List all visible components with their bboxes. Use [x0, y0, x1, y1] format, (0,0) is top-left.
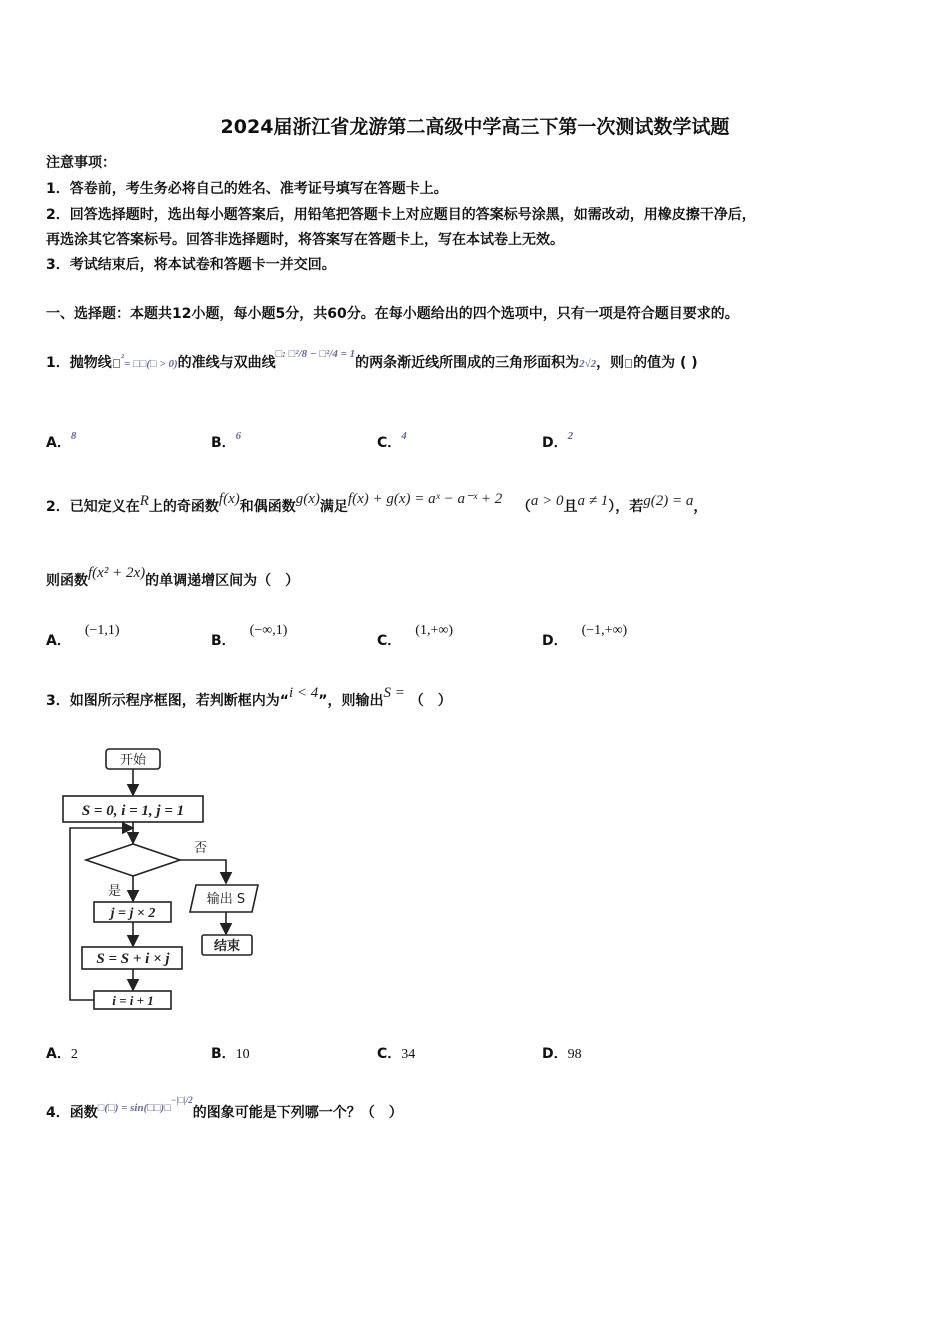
- flowchart-output-label: 输出 S: [206, 892, 246, 907]
- question-1: 1．抛物线 $^{^2}$= □□(□ > 0)的准线与双曲线$^{□: □^2/8 - □^2/4 = 1}$的两条渐近线所围成的三角形面积为2√2，则 的值为 ( ): [46, 348, 698, 371]
- flowchart-no-label: 否: [194, 841, 208, 856]
- q3-option-b[interactable]: B．10: [211, 1046, 250, 1062]
- q3-option-a[interactable]: A．2: [46, 1046, 78, 1062]
- q1-hyperbola-eq: □: □²/8 − □²/4 = 1: [275, 348, 356, 360]
- question-4: 4．函数$^{□(□) = sin(□□)□-|□|/2}$的图象可能是下列哪一个？（ ）: [46, 1095, 403, 1121]
- question-2: 2．已知定义在R上的奇函数f(x)和偶函数g(x)满足f(x) + g(x) = aˣ − a⁻ˣ + 2 （a > 0且a ≠ 1），若g(2) = a，: [46, 491, 708, 515]
- q2-equation: f(x) + g(x) = aˣ − a⁻ˣ + 2: [347, 491, 503, 507]
- flowchart-step2-label: S = S + i × j: [96, 951, 170, 967]
- q1-option-b[interactable]: B．$^6$: [211, 430, 242, 451]
- flowchart-decision: [86, 844, 180, 876]
- q1-text: ，则: [596, 355, 625, 371]
- q3-output-var: S =: [383, 685, 405, 701]
- notice-item: 3．考试结束后，将本试卷和答题卡一并交回。: [46, 257, 336, 273]
- placeholder-glyph-icon: [625, 359, 632, 368]
- question-2-line-2: 则函数f(x² + 2x)的单调递增区间为（ ）: [46, 565, 300, 589]
- q2-composite: f(x² + 2x): [88, 565, 146, 581]
- notice-item: 再选涂其它答案标号。回答非选择题时，将答案写在答题卡上，写在本试卷上无效。: [46, 232, 564, 248]
- q1-area: 2√2: [579, 358, 597, 370]
- q2-cond1: a > 0: [530, 493, 564, 509]
- flowchart-step1-label: j = j × 2: [110, 906, 156, 921]
- q1-text: 的准线与双曲线: [177, 355, 276, 371]
- q1-text: 的两条渐近线所围成的三角形面积为: [355, 355, 580, 371]
- question-3: 3．如图所示程序框图，若判断框内为“i < 4”，则输出S = （ ）: [46, 685, 452, 709]
- q2-cond2: a ≠ 1: [577, 493, 609, 509]
- q1-option-c[interactable]: C．$^4$: [377, 430, 407, 451]
- q1-option-a[interactable]: A．$^8$: [46, 430, 77, 451]
- flowchart-start-label: 开始: [119, 753, 147, 768]
- q2-fx: f(x): [218, 491, 240, 507]
- q2-option-c[interactable]: C．(1,+∞): [377, 623, 453, 649]
- flowchart-step3-label: i = i + 1: [112, 993, 154, 1008]
- q3-option-c[interactable]: C．34: [377, 1046, 416, 1062]
- flowchart-end-label: 结束: [213, 939, 241, 954]
- q1-parabola-eq: = □□(□ > 0): [124, 358, 178, 370]
- q2-gx: g(x): [295, 491, 320, 507]
- notice-item: 1．答卷前，考生务必将自己的姓名、准考证号填写在答题卡上。: [46, 181, 448, 197]
- placeholder-glyph-icon: [113, 359, 120, 368]
- q4-function: □(□) = sin(□□)□: [97, 1102, 171, 1114]
- q4-exponent: −|□|/2: [170, 1095, 193, 1105]
- q1-text: 的值为 ( ): [633, 355, 698, 371]
- notice-item: 2．回答选择题时，选出每小题答案后，用铅笔把答题卡上对应题目的答案标号涂黑，如需改动，用橡皮擦干净后，: [46, 207, 756, 223]
- q2-set-R: R: [139, 493, 149, 509]
- q1-prefix: 1．抛物线: [46, 355, 112, 371]
- q3-option-d[interactable]: D．98: [542, 1046, 582, 1062]
- section-heading: 一、选择题：本题共12小题，每小题5分，共60分。在每小题给出的四个选项中，只有一项是符合题目要求的。: [46, 306, 739, 322]
- flowchart-diagram: [56, 740, 276, 1030]
- q3-condition: i < 4: [288, 685, 319, 701]
- flowchart-init-label: S = 0, i = 1, j = 1: [81, 803, 185, 819]
- q2-g2: g(2) = a: [643, 493, 694, 509]
- q2-option-a[interactable]: A．(−1,1): [46, 623, 120, 649]
- notice-heading: 注意事项：: [46, 155, 116, 171]
- q2-option-d[interactable]: D．(−1,+∞): [542, 623, 628, 649]
- flowchart-yes-label: 是: [108, 884, 122, 899]
- q2-option-b[interactable]: B．(−∞,1): [211, 623, 288, 649]
- page-title: 2024届浙江省龙游第二高级中学高三下第一次测试数学试题: [220, 116, 730, 138]
- q1-option-d[interactable]: D．$^2$: [542, 430, 574, 451]
